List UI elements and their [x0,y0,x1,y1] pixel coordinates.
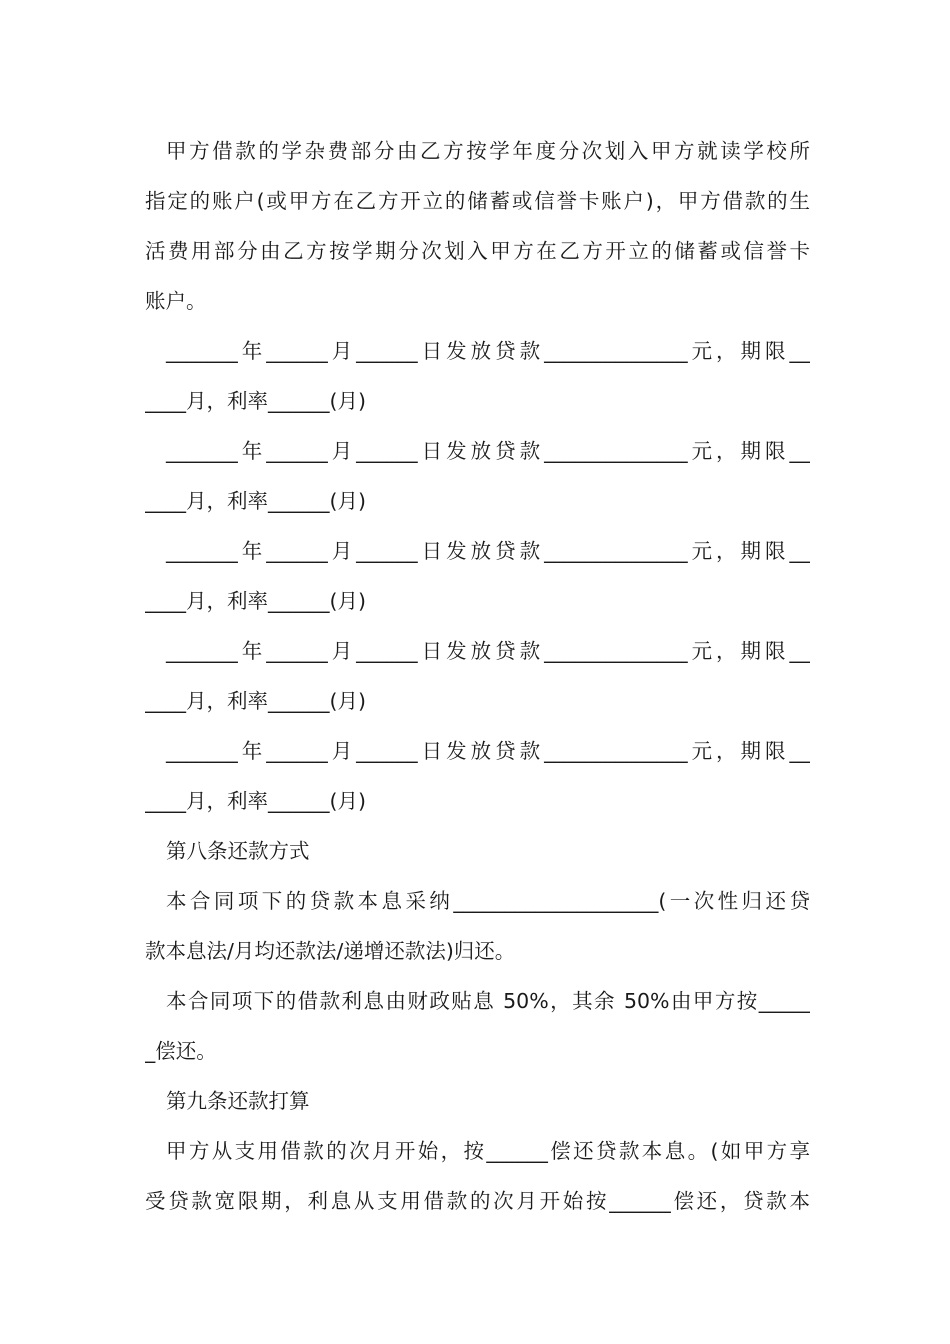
loan-disbursement-line: _______年______月______日发放贷款______________元，期限__ [166,539,810,563]
loan-term-rate-line: ____月，利率______(月) [145,689,366,713]
loan-term-rate-line: ____月，利率______(月) [145,389,366,413]
section-heading: 第九条还款打算 [166,1089,310,1113]
paragraph-line: 活费用部分由乙方按学期分次划入甲方在乙方开立的储蓄或信誉卡 [145,239,810,263]
document-body [145,126,810,1226]
loan-term-rate-line: ____月，利率______(月) [145,489,366,513]
paragraph-line: 指定的账户(或甲方在乙方开立的储蓄或信誉卡账户)，甲方借款的生 [145,189,810,213]
loan-disbursement-line: _______年______月______日发放贷款______________元，期限__ [166,439,810,463]
paragraph-line: 账户。 [145,289,207,313]
paragraph-line: 款本息法/月均还款法/递增还款法)归还。 [145,939,516,963]
loan-disbursement-line: _______年______月______日发放贷款______________元，期限__ [166,339,810,363]
paragraph-line: 甲方从支用借款的次月开始，按______偿还贷款本息。(如甲方享 [166,1139,810,1163]
loan-disbursement-line: _______年______月______日发放贷款______________元，期限__ [166,739,810,763]
paragraph-line: 受贷款宽限期，利息从支用借款的次月开始按______偿还，贷款本 [145,1189,810,1213]
paragraph-line: 本合同项下的贷款本息采纳____________________(一次性归还贷 [166,889,810,913]
loan-term-rate-line: ____月，利率______(月) [145,789,366,813]
section-heading: 第八条还款方式 [166,839,310,863]
paragraph-line: 甲方借款的学杂费部分由乙方按学年度分次划入甲方就读学校所 [166,139,810,163]
paragraph-line: _偿还。 [145,1039,217,1063]
paragraph-line: 本合同项下的借款利息由财政贴息 50%，其余 50%由甲方按_____ [166,989,810,1013]
loan-disbursement-line: _______年______月______日发放贷款______________元，期限__ [166,639,810,663]
loan-term-rate-line: ____月，利率______(月) [145,589,366,613]
